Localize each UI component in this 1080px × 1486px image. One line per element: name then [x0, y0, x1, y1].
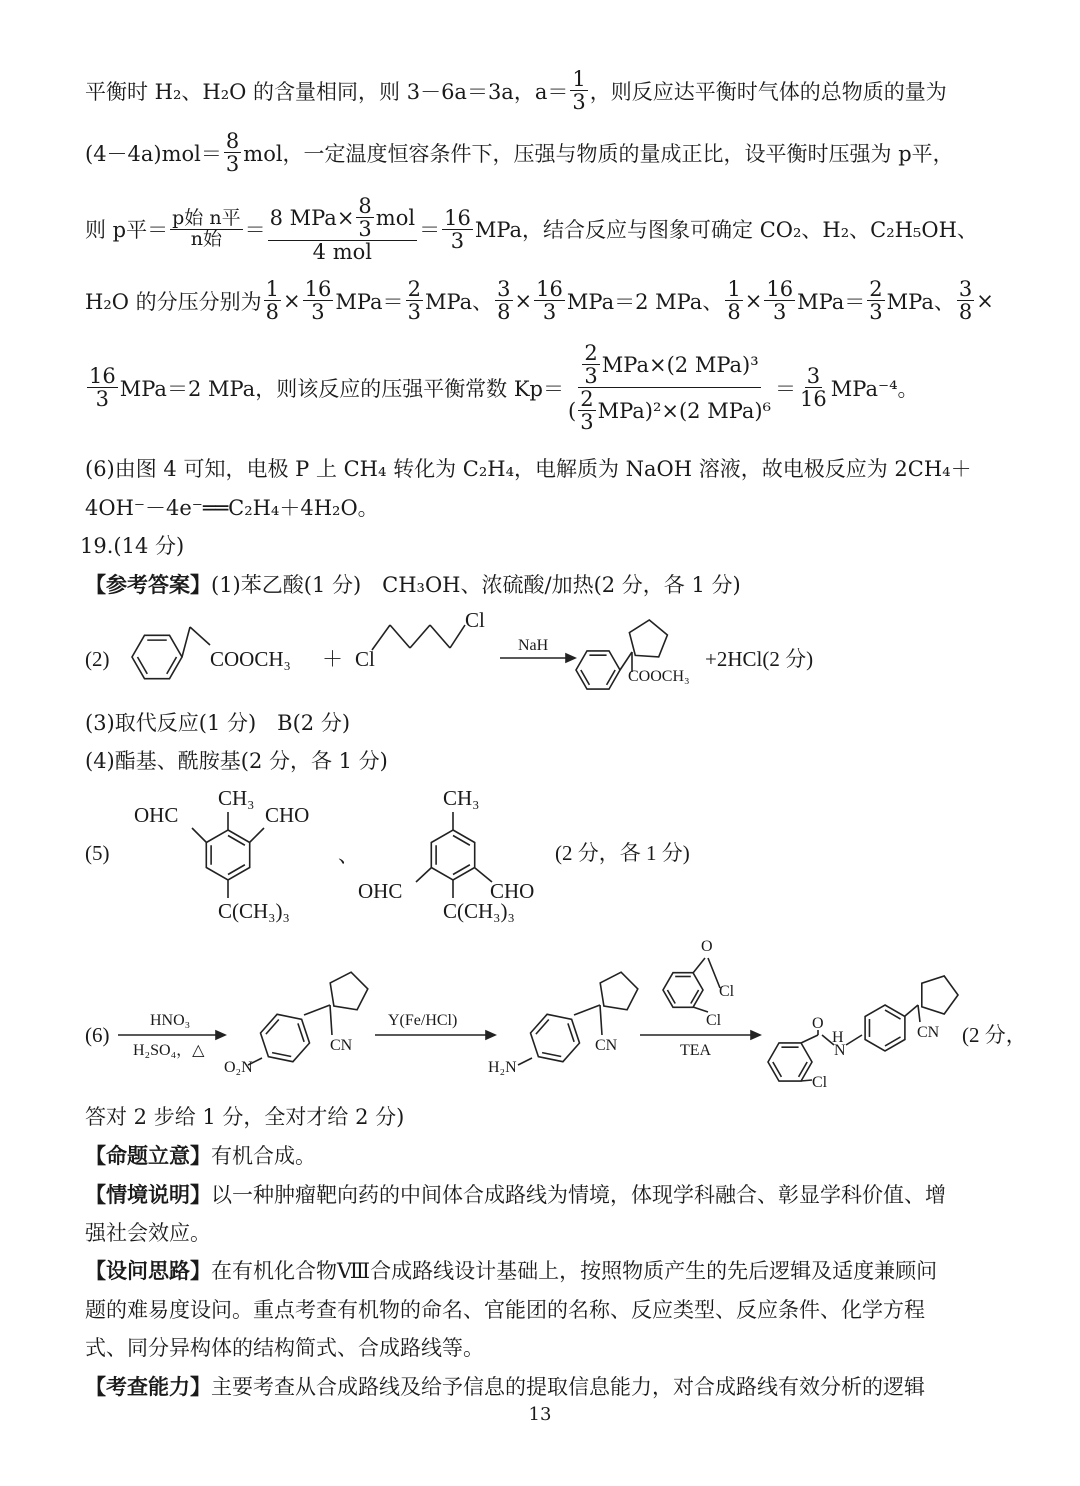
double-bond — [607, 670, 616, 685]
bond — [190, 627, 210, 645]
text: MPa＝2 MPa，则该反应的压强平衡常数 Kp＝ — [119, 376, 564, 401]
text: 在有机化合物Ⅷ合成路线设计基础上，按照物质产生的先后逻辑及适度兼顾问 — [211, 1259, 938, 1283]
num: 2 — [580, 387, 594, 412]
bond — [250, 828, 264, 842]
double-bond — [885, 1037, 901, 1046]
arrow-head — [751, 1031, 760, 1039]
ester-group: COOCH₃ — [210, 647, 291, 671]
benzene-ring — [865, 1005, 905, 1051]
part-5-structures — [85, 786, 690, 923]
bond — [574, 1005, 600, 1015]
part-6-route — [85, 938, 1027, 1091]
double-bond — [453, 836, 470, 846]
bond — [905, 1005, 918, 1016]
benzene-ring — [768, 1043, 812, 1081]
part-4: (4)酯基、酰胺基(2 分，各 1 分) — [85, 749, 388, 773]
bond — [192, 828, 206, 842]
num: 16 — [766, 277, 794, 301]
cyclopentane-ring — [629, 620, 667, 657]
double-bond — [266, 1020, 279, 1035]
text: mol，一定温度恒容条件下，压强与物质的量成正比，设平衡时压强为 p平， — [243, 141, 954, 166]
text: 则 p平＝ — [85, 218, 169, 243]
text: ＝ — [419, 218, 441, 243]
bond — [801, 1035, 818, 1043]
den: 3 — [773, 300, 787, 325]
section-tag: 【情境说明】 — [85, 1182, 211, 1207]
double-bond — [691, 990, 699, 1004]
num: 2 — [869, 277, 883, 301]
double-bond — [542, 1053, 561, 1057]
section-tag: 【设问思路】 — [85, 1258, 211, 1283]
text: MPa⁻⁴。 — [830, 376, 919, 401]
text: MPa)²×(2 MPa)⁶ — [597, 398, 772, 423]
num: 1 — [727, 277, 741, 301]
benzene-ring — [663, 973, 703, 1008]
group: CHO — [265, 803, 310, 827]
den: n始 — [190, 227, 222, 250]
num: 3 — [958, 277, 973, 301]
bond — [430, 625, 450, 648]
num: 16 — [444, 205, 471, 230]
group: CHO — [490, 879, 535, 903]
group: CN — [595, 1037, 618, 1054]
num: 2 — [407, 277, 421, 301]
line-7: 4OH⁻－4e⁻══C₂H₄＋4H₂O。 — [85, 496, 379, 520]
den: 8 — [265, 300, 279, 325]
bond — [390, 625, 410, 648]
benzene-ring — [576, 651, 620, 689]
double-bond — [773, 1062, 782, 1077]
ester-group: COOCH₃ — [628, 668, 690, 685]
text: 平衡时 H₂、H₂O 的含量相同，则 3－6a＝3a，a＝ — [85, 79, 569, 104]
double-bond — [453, 865, 470, 875]
bond — [182, 627, 190, 657]
separator: 、 — [338, 843, 359, 867]
bond — [416, 868, 431, 882]
reagent: NaH — [518, 637, 549, 654]
den: 3 — [358, 217, 372, 242]
text: mol — [375, 205, 416, 230]
arrow-head — [566, 654, 575, 662]
atom: Cl — [706, 1012, 722, 1029]
text: MPa＝ — [335, 289, 404, 314]
text: +2HCl(2 分) — [705, 647, 814, 671]
bond-lines — [118, 620, 958, 1081]
chlorine: Cl — [355, 647, 375, 671]
label: (2) — [85, 647, 110, 671]
bond — [918, 1005, 920, 1022]
text: ＝ — [244, 218, 266, 243]
group: CH₃ — [218, 786, 255, 810]
atom: H — [832, 1029, 844, 1046]
den: 3 — [450, 228, 465, 253]
section-tag: 【命题立意】 — [85, 1143, 211, 1168]
group: CN — [330, 1037, 353, 1054]
bond — [330, 1005, 332, 1035]
text: 主要考查从合成路线及给予信息的提取信息能力，对合成路线有效分析的逻辑 — [211, 1375, 925, 1399]
den: 16 — [800, 387, 827, 412]
part-3: (3)取代反应(1 分) B(2 分) — [85, 711, 351, 735]
part-6-note: 答对 2 步给 1 分，全对才给 2 分) — [85, 1105, 405, 1129]
bond — [410, 625, 430, 648]
num: 16 — [304, 277, 332, 301]
den: 3 — [225, 152, 240, 177]
group: H₂N — [488, 1059, 517, 1076]
question-number: 19.(14 分) — [80, 534, 185, 558]
bond — [518, 1058, 532, 1065]
group: C(CH₃)₃ — [218, 899, 290, 923]
text: MPa，结合反应与图象可确定 CO₂、H₂、C₂H₅OH、 — [474, 218, 978, 243]
text: MPa×(2 MPa)³ — [601, 352, 759, 377]
plus: ＋ — [322, 647, 343, 671]
double-bond — [885, 1010, 901, 1019]
num: 1 — [265, 277, 279, 301]
double-bond — [167, 657, 177, 674]
reagent: TEA — [680, 1042, 712, 1059]
den: 3 — [584, 364, 598, 389]
num: 3 — [497, 277, 511, 301]
bond — [801, 1080, 812, 1081]
benzene-ring — [132, 635, 182, 678]
text: (4－4a)mol＝ — [85, 141, 222, 166]
line-6: (6)由图 4 可知，电极 P 上 CH₄ 转化为 C₂H₄，电解质为 NaOH 溶液，故电极反应为 2CH₄＋ — [85, 457, 972, 481]
num: 8 — [225, 129, 240, 153]
double-bond — [536, 1020, 549, 1035]
reagent: HNO₃ — [150, 1012, 191, 1029]
atom: O — [701, 938, 713, 955]
cyclopentane-ring — [330, 972, 368, 1010]
group: C(CH₃)₃ — [443, 899, 515, 923]
text: MPa、 — [886, 289, 955, 314]
num: 3 — [806, 364, 821, 389]
den: 3 — [542, 300, 557, 325]
atom: Cl — [812, 1074, 828, 1091]
text: 有机合成。 — [211, 1144, 316, 1168]
bond — [304, 1005, 330, 1015]
text: (1)苯乙酸(1 分) CH₃OH、浓硫酸/加热(2 分，各 1 分) — [211, 573, 741, 597]
text: × — [283, 288, 301, 313]
score: (2 分，各 1 分) — [555, 841, 690, 865]
group: CH₃ — [443, 786, 480, 810]
double-bond — [228, 865, 245, 875]
double-bond — [667, 990, 675, 1004]
num: 16 — [89, 364, 116, 389]
den: 8 — [497, 300, 511, 325]
arrow-head — [216, 1031, 225, 1039]
den: 3 — [869, 300, 883, 325]
den: 8 — [727, 300, 741, 325]
text: MPa＝ — [797, 289, 866, 314]
text: 以一种肿瘤靶向药的中间体合成路线为情境，体现学科融合、彰显学科价值、增 — [211, 1183, 946, 1207]
bond — [846, 1035, 862, 1045]
atom: N — [834, 1042, 846, 1059]
text: MPa＝2 MPa、 — [566, 289, 724, 314]
text: 强社会效应。 — [85, 1221, 211, 1245]
text: 题的难易度设问。重点考查有机物的命名、官能团的名称、反应类型、反应条件、化学方程 — [85, 1298, 925, 1322]
den: 4 mol — [312, 240, 372, 265]
text: ( — [568, 398, 577, 423]
text: 式、同分异构体的结构简式、合成路线等。 — [85, 1336, 484, 1360]
text: × — [976, 288, 994, 313]
reagent: Y(Fe/HCl) — [388, 1012, 458, 1029]
den: 3 — [311, 300, 325, 325]
cyclopentane-ring — [600, 972, 638, 1010]
double-bond — [228, 836, 245, 846]
arrow-head — [486, 1031, 495, 1039]
den: 8 — [958, 300, 973, 325]
benzene-ring — [206, 830, 249, 880]
atom: O — [812, 1015, 824, 1032]
group: CN — [917, 1024, 940, 1041]
page-number: 13 — [528, 1404, 552, 1425]
num: 8 — [358, 194, 372, 218]
score: (2 分， — [962, 1023, 1027, 1047]
num: p始 n平 — [172, 206, 241, 229]
text: ＝ — [775, 376, 797, 401]
text: 8 MPa× — [269, 205, 355, 230]
den: 3 — [407, 300, 421, 325]
den: 3 — [95, 387, 110, 412]
chlorine: Cl — [465, 608, 485, 632]
reagent: H₂SO₄，△ — [133, 1042, 205, 1059]
num: 1 — [572, 67, 586, 91]
double-bond — [138, 657, 148, 674]
label: (5) — [85, 841, 110, 865]
double-bond — [581, 670, 590, 685]
atom: Cl — [719, 983, 735, 1000]
cyclopentane-ring — [922, 976, 958, 1014]
num: 2 — [584, 341, 598, 365]
text: ，则反应达平衡时气体的总物质的量为 — [589, 79, 947, 104]
benzene-ring — [431, 830, 474, 880]
text: × — [744, 288, 763, 313]
section-tag: 【参考答案】 — [85, 572, 211, 597]
bond — [600, 1005, 602, 1035]
label: (6) — [85, 1023, 110, 1047]
double-bond — [799, 1062, 808, 1077]
double-bond — [272, 1053, 291, 1057]
den: 3 — [572, 90, 586, 115]
num: 16 — [536, 277, 563, 301]
bond — [450, 625, 465, 648]
text: H₂O 的分压分别为 — [85, 289, 262, 314]
bond — [693, 958, 705, 973]
text: MPa、 — [424, 289, 494, 314]
text: × — [514, 288, 533, 313]
section-tag: 【考查能力】 — [85, 1374, 211, 1399]
group: O₂N — [224, 1059, 253, 1076]
den: 3 — [580, 410, 594, 435]
group: OHC — [134, 803, 179, 827]
group: OHC — [358, 879, 403, 903]
